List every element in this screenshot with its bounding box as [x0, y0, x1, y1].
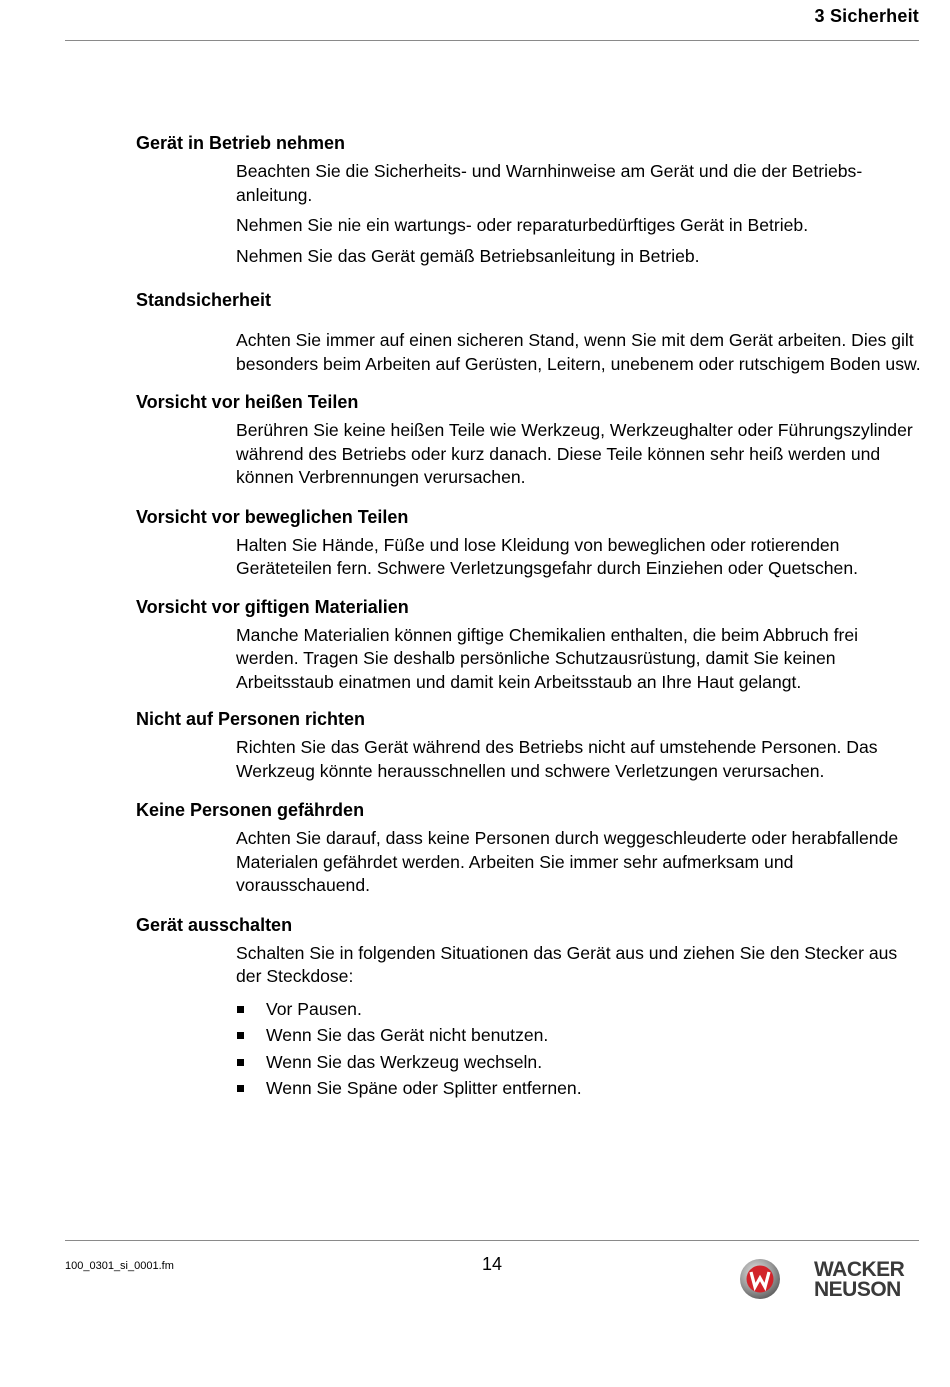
- section-paragraph: Schalten Sie in folgenden Situationen das Gerät aus und ziehen Sie den Stecker aus der Steckdose:: [236, 942, 898, 986]
- section-toxic-materials: [136, 594, 921, 695]
- section-paragraph: Manche Materialien können giftige Chemikalien enthalten, die beim Abbruch frei werden. Tragen Sie deshalb persönliche Schutzausrüstung, damit Sie keinen Arbeitsstaub einatmen und damit kein Arbeitsstaub an Ihre Haut gelangt.: [236, 624, 859, 692]
- footer-filename: 100_0301_si_0001.fm: [65, 1260, 174, 1272]
- list-item: Vor Pausen.: [236, 996, 921, 1023]
- section-heading: Nicht auf Personen richten: [136, 709, 366, 729]
- logo-wordmark: [814, 1260, 904, 1300]
- list-item: Wenn Sie das Werkzeug wechseln.: [236, 1049, 921, 1076]
- logo-line-2: NEUSON: [814, 1278, 901, 1301]
- section-hot-parts: [136, 389, 921, 490]
- list-item: Wenn Sie Späne oder Splitter entfernen.: [236, 1075, 921, 1102]
- section-not-at-persons: [136, 706, 921, 783]
- square-bullet-icon: [237, 1059, 244, 1066]
- page-number: 14: [482, 1254, 503, 1274]
- square-bullet-icon: [237, 1006, 244, 1013]
- section-heading: Vorsicht vor heißen Teilen: [136, 392, 359, 412]
- section-paragraph: Achten Sie darauf, dass keine Personen durch weggeschleuderte oder herabfallende Materialen gefährdet werden. Arbeiten Sie immer sehr aufmerksam und vorausschauend.: [236, 828, 899, 895]
- section-moving-parts: [136, 504, 921, 581]
- section-heading: Vorsicht vor giftigen Materialien: [136, 596, 409, 617]
- section-paragraph: Nehmen Sie nie ein wartungs- oder reparaturbedürftiges Gerät in Betrieb.: [236, 215, 809, 235]
- chapter-title: 3 Sicherheit: [814, 6, 919, 26]
- section-paragraph: Halten Sie Hände, Füße und lose Kleidung von beweglichen oder rotierenden Geräteteilen fern. Schwere Verletzungsgefahr durch Einziehen oder Quetschen.: [236, 534, 859, 578]
- footer-divider: [65, 1240, 919, 1241]
- section-heading: Vorsicht vor beweglichen Teilen: [136, 506, 409, 527]
- main-content: [136, 130, 921, 1102]
- section-start-device: [136, 130, 921, 268]
- section-switch-off: [136, 912, 921, 1102]
- section-heading: Gerät ausschalten: [136, 914, 293, 935]
- section-paragraph: Richten Sie das Gerät während des Betriebs nicht auf umstehende Personen. Das Werkzeug könnte herausschnellen und schwere Verletzungen verursachen.: [236, 737, 878, 781]
- square-bullet-icon: [237, 1085, 244, 1092]
- section-heading: Gerät in Betrieb nehmen: [136, 133, 346, 153]
- section-heading: Keine Personen gefährden: [136, 800, 365, 820]
- section-paragraph: Berühren Sie keine heißen Teile wie Werkzeug, Werkzeughalter oder Führungszylinder während des Betriebs oder kurz danach. Diese Teile können sehr heiß werden und können Verbrennungen verursachen.: [236, 420, 913, 487]
- section-paragraph: Achten Sie immer auf einen sicheren Stand, wenn Sie mit dem Gerät arbeiten. Dies gilt besonders beim Arbeiten auf Gerüsten, Leitern, unebenem oder rutschigem Boden usw.: [236, 330, 921, 374]
- section-heading: Standsicherheit: [136, 290, 272, 310]
- section-paragraph: Beachten Sie die Sicherheits- und Warnhinweise am Gerät und die der Betriebsanleitung.: [236, 161, 863, 205]
- bullet-list: [236, 996, 921, 1102]
- section-no-endangering: [136, 797, 921, 898]
- list-item: Wenn Sie das Gerät nicht benutzen.: [236, 1022, 921, 1049]
- section-stability: [136, 287, 921, 376]
- logo-line-1: WACKER: [814, 1258, 905, 1281]
- section-paragraph: Nehmen Sie das Gerät gemäß Betriebsanleitung in Betrieb.: [236, 245, 700, 266]
- square-bullet-icon: [237, 1032, 244, 1039]
- header-divider: [65, 40, 919, 41]
